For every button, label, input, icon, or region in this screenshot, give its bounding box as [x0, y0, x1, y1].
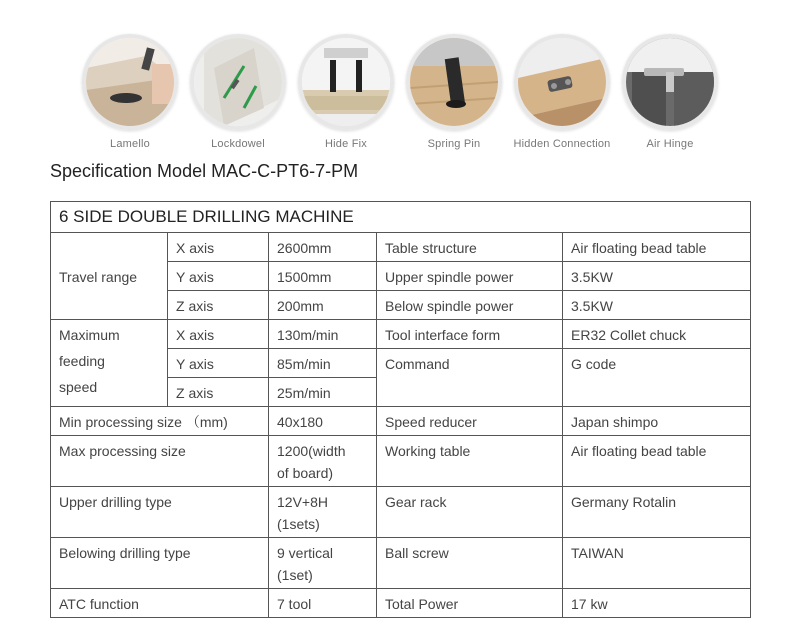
axis-cell: X axis: [168, 233, 269, 262]
item-cell: Upper spindle power: [377, 262, 563, 291]
value-cell: 85m/min: [269, 349, 377, 378]
lockdowel-image: [190, 34, 286, 130]
value-cell: [269, 436, 377, 487]
hide-fix-image: [298, 34, 394, 130]
max-feeding-label-line: feeding: [59, 353, 105, 369]
label-cell: Belowing drilling type: [51, 538, 269, 589]
table-row: [51, 436, 751, 487]
lamello-image: [82, 34, 178, 130]
spring-pin-image: [406, 34, 502, 130]
thumbnail-lockdowel: [188, 34, 288, 150]
spec-cell: 3.5KW: [563, 291, 751, 320]
spec-cell: Air floating bead table: [563, 233, 751, 262]
axis-cell: Y axis: [168, 349, 269, 378]
connector-thumbnails: [80, 34, 720, 154]
air-hinge-image: [622, 34, 718, 130]
thumbnail-spring-pin: [404, 34, 504, 150]
specification-title: Specification Model MAC-C-PT6-7-PM: [50, 161, 359, 181]
item-cell: Table structure: [377, 233, 563, 262]
value-cell: 40x180: [269, 407, 377, 436]
spec-cell: Japan shimpo: [563, 407, 751, 436]
thumbnail-label: Lamello: [110, 138, 150, 150]
item-cell: Below spindle power: [377, 291, 563, 320]
thumbnail-air-hinge: [620, 34, 720, 150]
table-row: [51, 487, 751, 538]
table-row: [51, 407, 751, 436]
value-cell: 130m/min: [269, 320, 377, 349]
label-cell: ATC function: [51, 589, 269, 618]
table-heading-row: [51, 202, 751, 233]
value-line: 1200(width: [277, 443, 346, 459]
axis-cell: X axis: [168, 320, 269, 349]
max-feeding-label-line: speed: [59, 379, 98, 395]
thumbnail-label: Hidden Connection: [513, 138, 611, 150]
item-cell: Gear rack: [377, 487, 563, 538]
value-line: (1set): [277, 567, 313, 583]
label-cell: Max processing size: [51, 436, 269, 487]
travel-range-label: Travel range: [51, 233, 168, 320]
table-heading: 6 SIDE DOUBLE DRILLING MACHINE: [51, 202, 751, 233]
value-cell: 1500mm: [269, 262, 377, 291]
table-row: [51, 233, 751, 262]
spec-cell: ER32 Collet chuck: [563, 320, 751, 349]
table-row: [51, 538, 751, 589]
spec-cell: 17 kw: [563, 589, 751, 618]
thumbnail-lamello: [80, 34, 180, 150]
value-cell: 200mm: [269, 291, 377, 320]
max-feeding-label-line: Maximum: [59, 327, 120, 343]
item-cell: Ball screw: [377, 538, 563, 589]
value-line: (1sets): [277, 516, 320, 532]
item-cell: Total Power: [377, 589, 563, 618]
axis-cell: Y axis: [168, 262, 269, 291]
thumbnail-label: Hide Fix: [325, 138, 367, 150]
thumbnail-label: Spring Pin: [427, 138, 481, 150]
label-cell: Upper drilling type: [51, 487, 269, 538]
value-line: of board): [277, 465, 334, 481]
value-cell: 2600mm: [269, 233, 377, 262]
spec-cell: Air floating bead table: [563, 436, 751, 487]
axis-cell: Z axis: [168, 378, 269, 407]
thumbnail-hide-fix: [296, 34, 396, 150]
specification-table: [50, 201, 751, 618]
item-cell: Tool interface form: [377, 320, 563, 349]
value-cell: [269, 538, 377, 589]
item-cell: Working table: [377, 436, 563, 487]
label-cell: Min processing size （mm): [51, 407, 269, 436]
hidden-connection-image: [514, 34, 610, 130]
thumbnail-label: Lockdowel: [211, 138, 265, 150]
max-feeding-label: [51, 320, 168, 407]
thumbnail-label: Air Hinge: [646, 138, 694, 150]
value-cell: [269, 487, 377, 538]
spec-cell: TAIWAN: [563, 538, 751, 589]
spec-cell: Germany Rotalin: [563, 487, 751, 538]
value-line: 9 vertical: [277, 545, 334, 561]
spec-cell: 3.5KW: [563, 262, 751, 291]
spec-cell: G code: [563, 349, 751, 407]
table-row: [51, 320, 751, 349]
value-line: 12V+8H: [277, 494, 328, 510]
item-cell: Command: [377, 349, 563, 407]
thumbnail-hidden-connection: [512, 34, 612, 150]
item-cell: Speed reducer: [377, 407, 563, 436]
axis-cell: Z axis: [168, 291, 269, 320]
value-cell: 7 tool: [269, 589, 377, 618]
value-cell: 25m/min: [269, 378, 377, 407]
table-row: [51, 589, 751, 618]
